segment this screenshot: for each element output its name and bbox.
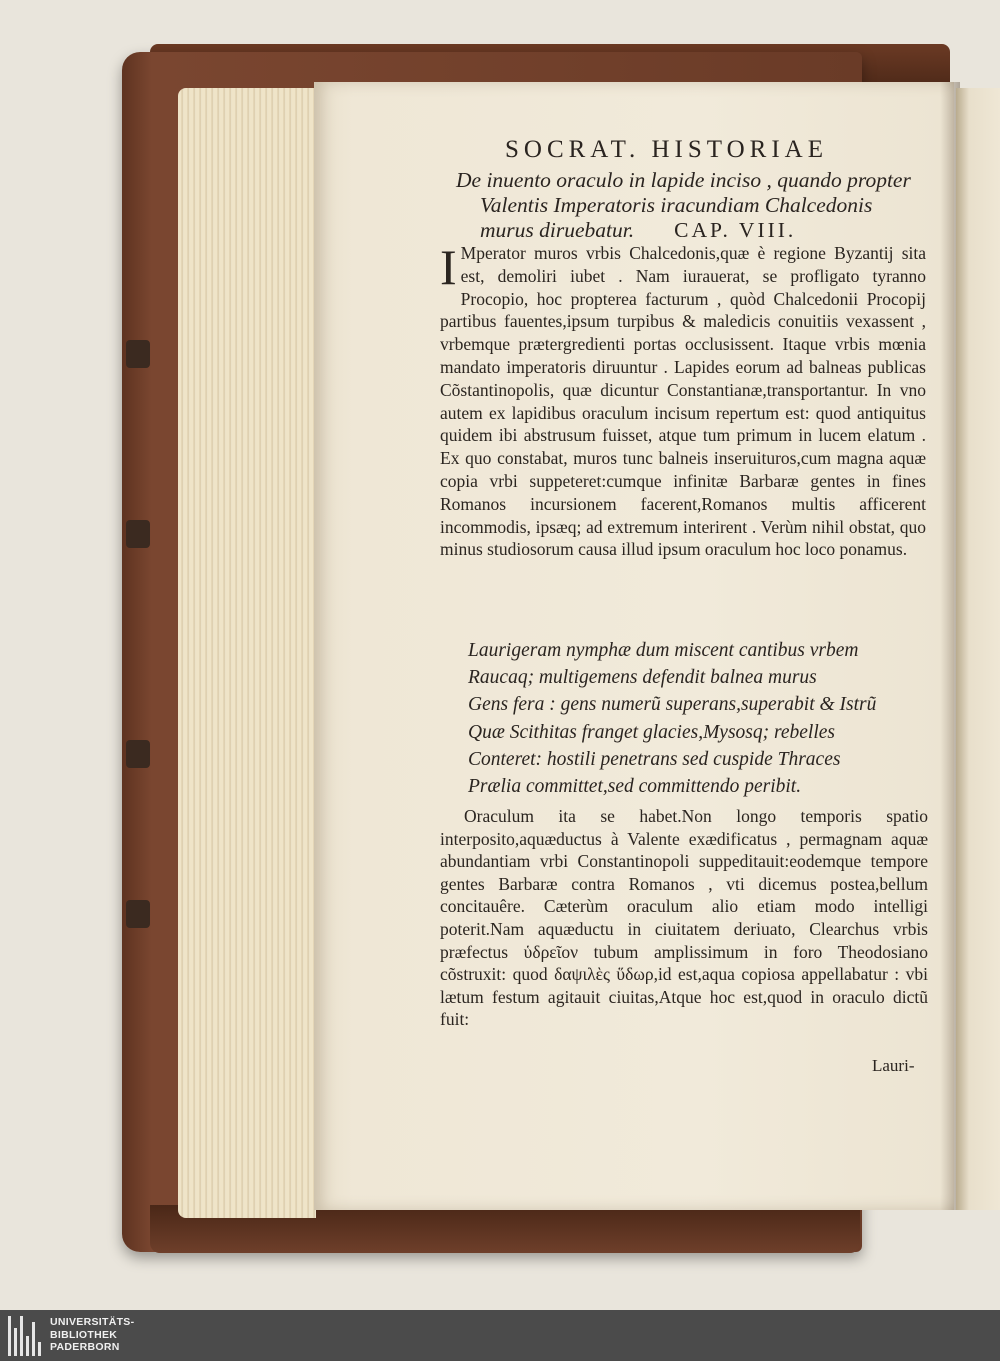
oracle-verse — [468, 637, 938, 800]
chapter-number: CAP. VIII. — [674, 218, 797, 242]
clasp-hinge — [126, 340, 150, 368]
chapter-title-line: De inuento oraculo in lapide inciso , quando propter — [456, 168, 911, 192]
catchword: Lauri- — [872, 1056, 915, 1075]
chapter-title-line: Valentis Imperatoris iracundiam Chalcedonis — [480, 193, 873, 217]
paragraph-text: Oraculum ita se habet.Non longo temporis spatio interposito,aquæductus à Valente exædificatus , permagnam aquæ abundantiam vrbi Constantinopoli suppeditauit:eodemque tempore gentes Barbaræ contra Romanos , vti dicemus postea,bellum concitauêre. Cæterùm oraculum alio etiam modo intelligi poterit.Nam aquæductu in ciuitatem deriuato, Clearchus vrbis præfectus ὑδρεῖον tubum amplissimum in foro Theodosiano cõstruxit: quod δαψιλὲς ὕδωρ,id est,aqua copiosa appellabatur : vbi lætum festum agitauit ciuitas,Atque hoc est,quod in oraculo dictũ fuit: — [440, 806, 928, 1030]
library-name-line: PADERBORN — [50, 1341, 120, 1353]
page-edges — [178, 88, 316, 1218]
library-name — [50, 1316, 134, 1354]
facing-page — [956, 88, 1000, 1210]
clasp-hinge — [126, 900, 150, 928]
verse-line: Prælia committet,sed committendo peribit. — [468, 776, 802, 798]
drop-cap: I — [440, 239, 457, 295]
library-name-line: BIBLIOTHEK — [50, 1328, 118, 1341]
running-head: SOCRAT. HISTORIAE — [505, 136, 828, 163]
verse-line: Raucaq; multigemens defendit balnea murus — [468, 667, 817, 689]
verse-line: Conteret: hostili penetrans sed cuspide Thraces — [468, 748, 841, 770]
paragraph-text: Mperator muros vrbis Chalcedonis,quæ è regione Byzantij sita est, demoliri iubet . Nam iurauerat, se profligato tyranno Procopio, hoc propterea facturum , quòd Chalcedonii Procopij partibus fauentes,ipsum turpibus & maledicis conuitiis vexassent , vrbemque prætergredienti portas occlusissent. Itaque vrbis mœnia mandato imperatoris diruuntur . Lapides eorum ad balneas publicas Cõstantinopolis, quæ dicuntur Constantianæ,transportantur. In vno autem ex lapidibus oraculum incisum repertum est: quod antiquitus quidem ibi abstrusum fuisset, atque tum primum in lucem elatum . Ex quo constabat, muros tunc balneis inseruituros,cum magna aquæ copia vrbi suppeteret:cumque infinitæ Barbaræ gentes in fines Romanos incursionem facerent,Romanos multis afficerent incommodis, ipsæq; ad extremum interirent . Verùm nihil obstat, quo minus studiosorum causa illud ipsum oraculum hoc loco ponamus. — [440, 243, 926, 560]
clasp-hinge — [126, 740, 150, 768]
verse-line: Laurigeram nymphæ dum miscent cantibus vrbem — [468, 640, 859, 661]
library-name-line: UNIVERSITÄTS- — [50, 1316, 135, 1328]
chapter-title — [456, 168, 916, 243]
chapter-title-line — [456, 218, 916, 243]
paragraph-second — [440, 805, 928, 1031]
chapter-title-text: murus diruebatur. — [480, 218, 635, 242]
library-logo-icon — [8, 1316, 48, 1356]
clasp-hinge — [126, 520, 150, 548]
verse-line: Quæ Scithitas franget glacies,Mysosq; rebelles — [468, 721, 836, 743]
library-footer — [0, 1310, 1000, 1361]
verse-line: Gens fera : gens numerũ superans,superabit & Istrũ — [468, 694, 877, 716]
paragraph-first — [440, 239, 926, 561]
